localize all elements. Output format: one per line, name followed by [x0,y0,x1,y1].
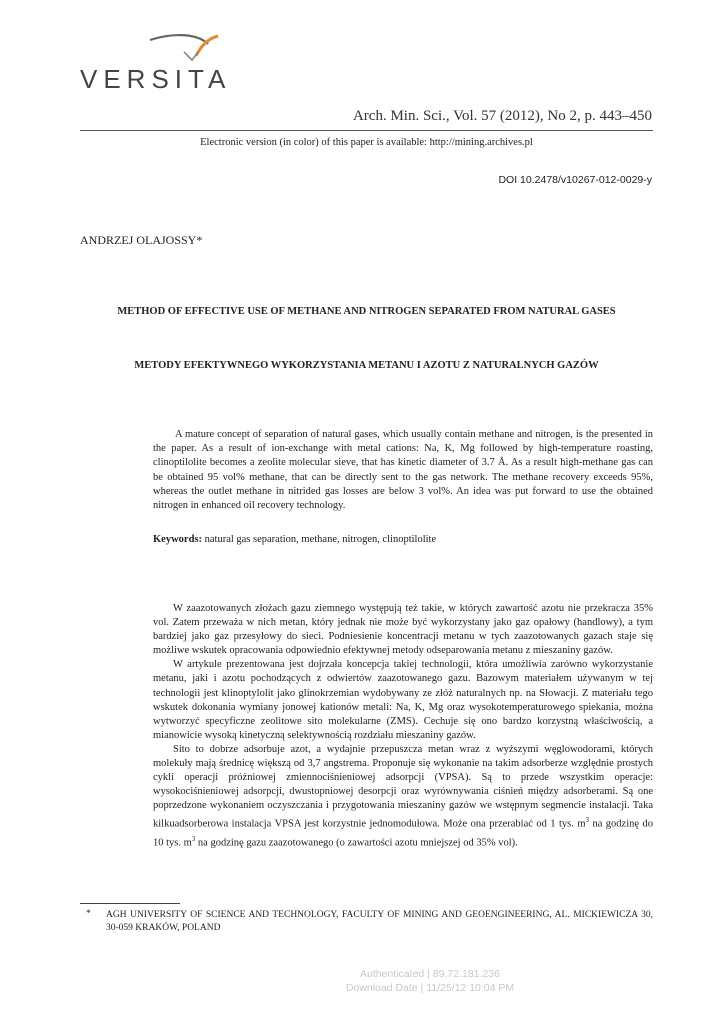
doi: DOI 10.2478/v10267-012-0029-y [498,174,652,186]
body-paragraph-2: W artykule prezentowana jest dojrzała koncepcja takiej technologii, która umożliwia zarówno wykorzystanie metanu, jaki i azotu pochodzących z odwiertów zaazotowanego gazu. Bazowym materiałem używanym w tej technologii jest klinoptylolit jako glinokrzemian wydobywany ze złóż naturalnych np. na Słowacji. Z materiału tego wskutek dokonania wymiany jonowej kationów metali: Na, K, Mg oraz wysokotemperaturowego spiekania, można wytworzyć specyficzne zeolitowe sito molekularne (ZMS). Cechuje się ono bardzo korzystną właściwością, a mianowicie wysoką kinetyczną selektywnością rozdziału mieszaniny gazów. [153,659,653,741]
journal-reference: Arch. Min. Sci., Vol. 57 (2012), No 2, p. 443–450 [352,108,652,124]
title-polish: METODY EFEKTYWNEGO WYKORZYSTANIA METANU I AZOTU Z NATURALNYCH GAZÓW [134,360,599,371]
watermark-download-date: Download Date | 11/25/12 10:04 PM [345,982,515,994]
keywords-text: natural gas separation, methane, nitrogen, clinoptilolite [202,534,437,545]
keywords-label: Keywords: [153,534,202,545]
versita-logo [80,30,230,98]
footnote-mark: * [86,909,91,919]
superscript: 3 [191,835,196,843]
keywords [153,534,653,545]
abstract: A mature concept of separation of natural gases, which usually contain methane and nitrogen, is the presented in the paper. As a result of ion-exchange with metal cations: Na, K, Mg followed by high-temperature roasting, clinoptilolite becomes a zeolite molecular sieve, that has kinetic diameter of 3.7 Å. As a result high-methane gas can be obtained 95 vol% methane, that can be directly sent to the gas network. The methane recovery exceeds 95%, whereas the outlet methane in nitrided gas losses are below 3 vol%. An idea was put forward to use the obtained nitrogen in enhanced oil recovery technology. [153,429,653,512]
body-paragraph-1: W zaazotowanych złożach gazu ziemnego występują też takie, w których zawartość azotu nie przekracza 35% vol. Zatem przeważa w nich metan, który jednak nie może być wykorzystany jako gaz opałowy (handlowy), a tym bardziej jako gaz przesyłowy do sieci. Podniesienie koncentracji metanu w tych zaazotowanych gazach staje się możliwe wskutek opracowania odpowiednio efektywnej metody odseparowania metanu z mieszaniny gazów. [153,603,653,657]
download-watermark [200,967,660,995]
header-rule [80,130,653,131]
superscript: 3 [585,816,589,825]
footnote-rule [80,903,180,904]
electronic-version-note: Electronic version (in color) of this paper is available: http://mining.archives.pl [200,137,533,148]
logo-wordmark: VERSITA [80,64,232,94]
watermark-authenticated: Authenticated | 89.72.181.236 [360,968,500,980]
body-text [153,602,653,851]
author-name: ANDRZEJ OLAJOSSY* [80,233,203,247]
footnote-affiliation: AGH UNIVERSITY OF SCIENCE AND TECHNOLOGY, FACULTY OF MINING AND GEOENGINEERING, AL. MICKIEWICZA 30, 30-059 KRAKÓW, POLAND [106,910,653,933]
body-paragraph-3: Sito to dobrze adsorbuje azot, a wydajnie przepuszcza metan wraz z wyższymi węglowodorami, których molekuły mają średnicę większą od 3,7 angstrema. Proponuje się wykonanie na takim adsorberze względnie prostych cykli operacji próżniowej zmiennociśnieniowej adsorpcji (VPSA). Są to przede wszystkim operacje: wysokociśnieniowej adsorpcji, dwustopniowej desorpcji oraz wyrównywania ciśnień między adsorberami. Są one poprzedzone wykonaniem oczyszczania i przygotowania mieszaniny gazów we wstępnym segmencie instalacji. Taka kilkuadsorberowa instalacja VPSA jest korzystnie jednomodułowa. Może ona przerabiać od 1 tys. $m^3$ na godzinę do 10 tys. $m^3$ na godzinę gazu zaazotowanego (o zawartości azotu mniejszej od 35% vol). [153,743,653,849]
title-english: METHOD OF EFFECTIVE USE OF METHANE AND NITROGEN SEPARATED FROM NATURAL GASES [117,306,616,317]
